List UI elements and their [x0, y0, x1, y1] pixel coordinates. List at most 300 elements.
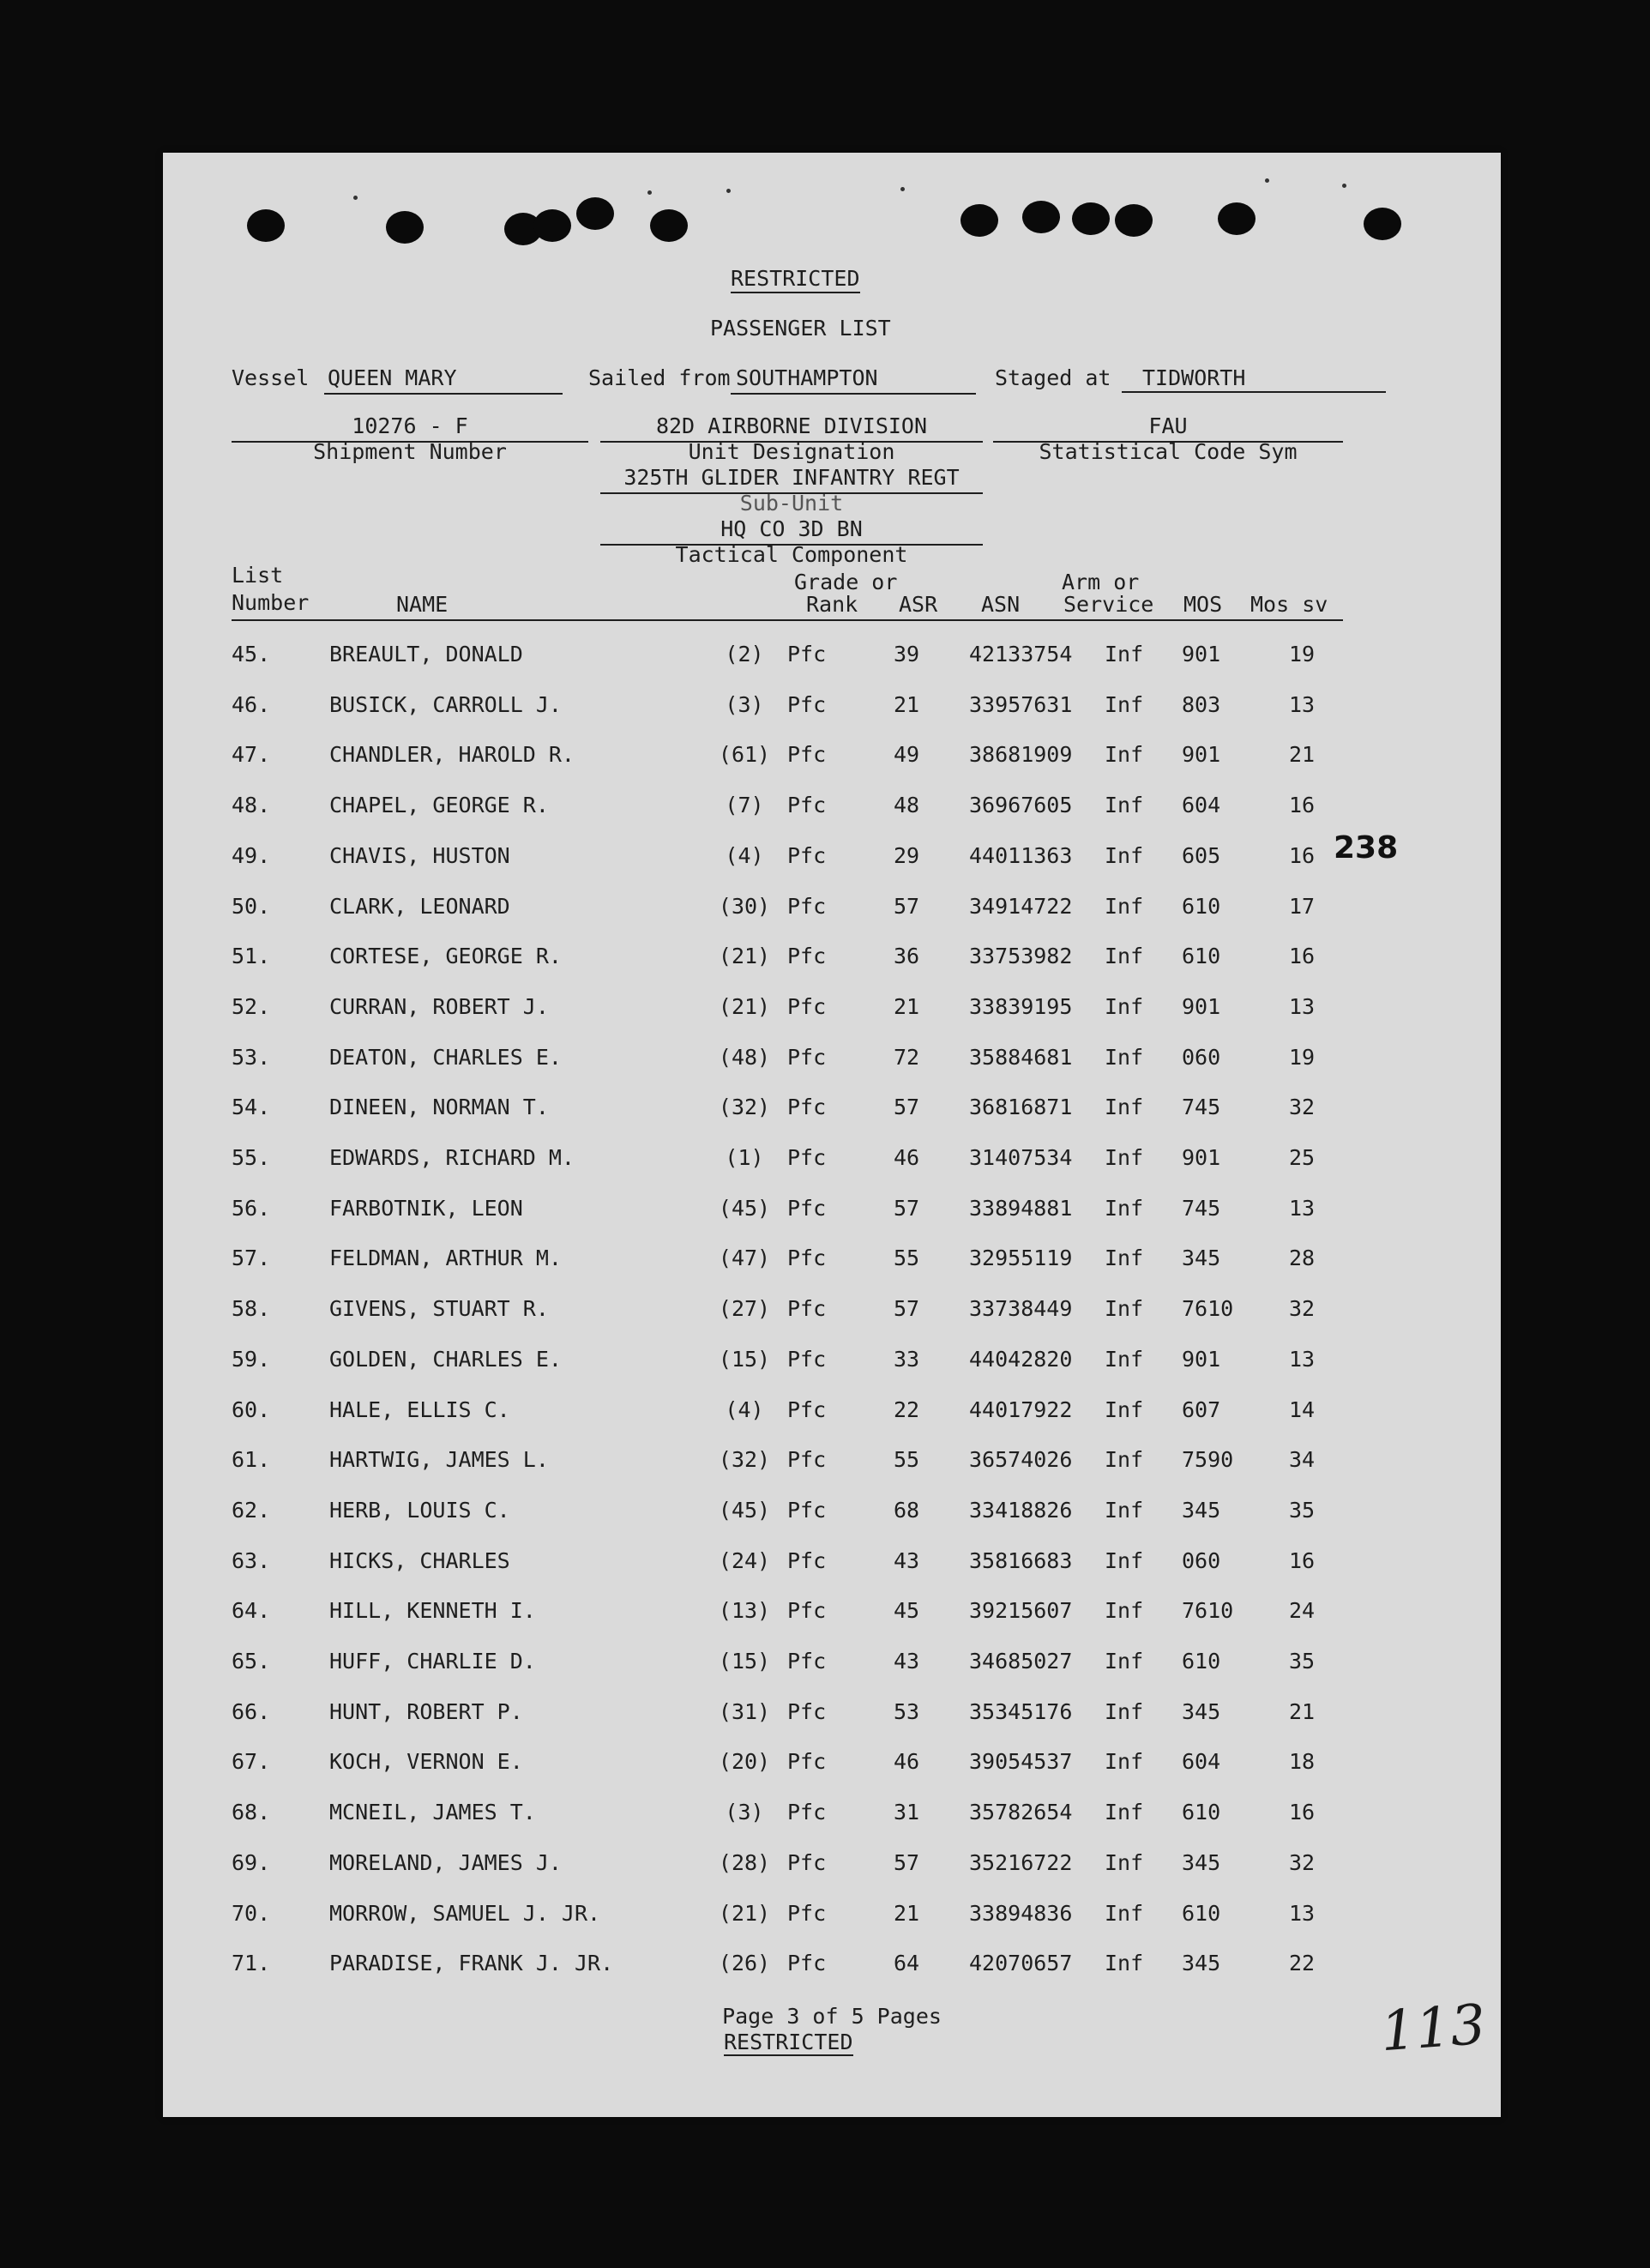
row-name: EDWARDS, RICHARD M. [329, 1145, 575, 1170]
battalion: HQ CO 3D BN [720, 516, 863, 541]
row-arm-service: Inf [1105, 842, 1144, 868]
row-grade-code: (30) [718, 893, 771, 919]
col-arm-1: Arm or [1062, 570, 1140, 594]
row-mos-sv: 17 [1288, 893, 1316, 919]
row-arm-service: Inf [1105, 893, 1144, 919]
row-number: 68. [232, 1800, 271, 1825]
row-asn: 36967605 [969, 793, 1073, 818]
row-number: 58. [232, 1296, 271, 1322]
row-name: HARTWIG, JAMES L. [329, 1447, 549, 1473]
table-row [163, 1091, 1501, 1125]
row-arm-service: Inf [1105, 1547, 1144, 1573]
row-mos: 345 [1182, 1246, 1221, 1271]
page-title: PASSENGER LIST [710, 316, 891, 341]
row-asr: 46 [893, 1749, 920, 1775]
row-mos: 345 [1182, 1497, 1221, 1523]
row-mos: 345 [1182, 1698, 1221, 1724]
table-row [163, 1696, 1501, 1730]
row-mos: 604 [1182, 1749, 1221, 1775]
row-mos-sv: 21 [1288, 742, 1316, 768]
col-mos-sv: Mos sv [1250, 592, 1328, 617]
table-row [163, 1192, 1501, 1227]
row-asr: 68 [893, 1497, 920, 1523]
punch-hole [1364, 208, 1401, 240]
row-asr: 21 [893, 691, 920, 717]
row-name: MCNEIL, JAMES T. [329, 1800, 536, 1825]
row-mos-sv: 25 [1288, 1145, 1316, 1170]
row-asr: 57 [893, 1095, 920, 1120]
row-asn: 39054537 [969, 1749, 1073, 1775]
row-rank: Pfc [787, 1649, 827, 1674]
row-rank: Pfc [787, 1800, 827, 1825]
row-asr: 33 [893, 1346, 920, 1372]
row-asr: 31 [893, 1800, 920, 1825]
row-rank: Pfc [787, 642, 827, 667]
row-arm-service: Inf [1105, 1246, 1144, 1271]
row-rank: Pfc [787, 1547, 827, 1573]
code-value: FAU [1148, 413, 1188, 438]
col-list-2: Number [232, 590, 310, 615]
row-mos-sv: 13 [1288, 1195, 1316, 1221]
row-rank: Pfc [787, 1246, 827, 1271]
row-name: HUFF, CHARLIE D. [329, 1649, 536, 1674]
row-mos: 901 [1182, 993, 1221, 1019]
row-asn: 35345176 [969, 1698, 1073, 1724]
row-asn: 35884681 [969, 1044, 1073, 1070]
table-row [163, 1343, 1501, 1378]
row-rank: Pfc [787, 1145, 827, 1170]
row-grade-code: (61) [718, 742, 771, 768]
table-row [163, 789, 1501, 823]
row-mos: 7610 [1182, 1296, 1234, 1322]
punch-hole [386, 211, 424, 244]
row-asn: 33753982 [969, 944, 1073, 969]
row-number: 48. [232, 793, 271, 818]
row-arm-service: Inf [1105, 1749, 1144, 1775]
row-arm-service: Inf [1105, 642, 1144, 667]
handwritten-page-number: 113 [1378, 1993, 1488, 2065]
row-name: HERB, LOUIS C. [329, 1497, 510, 1523]
row-number: 53. [232, 1044, 271, 1070]
row-number: 52. [232, 993, 271, 1019]
row-asr: 72 [893, 1044, 920, 1070]
pin-dot [1342, 184, 1346, 188]
row-arm-service: Inf [1105, 1951, 1144, 1976]
row-name: PARADISE, FRANK J. JR. [329, 1951, 614, 1976]
table-row [163, 1494, 1501, 1529]
row-rank: Pfc [787, 1346, 827, 1372]
row-grade-code: (3) [725, 691, 764, 717]
table-row [163, 1897, 1501, 1932]
row-arm-service: Inf [1105, 993, 1144, 1019]
staged-underline [1122, 391, 1386, 393]
row-grade-code: (48) [718, 1044, 771, 1070]
row-rank: Pfc [787, 1296, 827, 1322]
row-asr: 22 [893, 1396, 920, 1422]
row-number: 56. [232, 1195, 271, 1221]
row-asr: 57 [893, 1195, 920, 1221]
row-asn: 44017922 [969, 1396, 1073, 1422]
punch-hole [1072, 202, 1110, 235]
pin-dot [1265, 178, 1269, 183]
sub-unit-label: Sub-Unit [739, 491, 844, 516]
row-asn: 39215607 [969, 1598, 1073, 1624]
row-number: 45. [232, 642, 271, 667]
punch-hole [650, 209, 688, 242]
row-arm-service: Inf [1105, 1649, 1144, 1674]
row-number: 63. [232, 1547, 271, 1573]
row-name: BREAULT, DONALD [329, 642, 523, 667]
col-mos: MOS [1183, 592, 1223, 617]
row-name: HICKS, CHARLES [329, 1547, 510, 1573]
row-mos: 901 [1182, 1145, 1221, 1170]
row-grade-code: (21) [718, 944, 771, 969]
row-mos: 7610 [1182, 1598, 1234, 1624]
pin-dot [726, 189, 731, 193]
row-grade-code: (31) [718, 1698, 771, 1724]
row-grade-code: (27) [718, 1296, 771, 1322]
vessel-label: Vessel [232, 365, 310, 390]
table-row [163, 890, 1501, 925]
col-name: NAME [396, 592, 449, 617]
pin-dot [353, 196, 358, 200]
code-label: Statistical Code Sym [1039, 439, 1298, 464]
staged-value: TIDWORTH [1142, 365, 1246, 390]
row-name: DINEEN, NORMAN T. [329, 1095, 549, 1120]
row-asn: 35816683 [969, 1547, 1073, 1573]
row-asr: 43 [893, 1547, 920, 1573]
row-asn: 33957631 [969, 691, 1073, 717]
row-mos: 345 [1182, 1951, 1221, 1976]
row-number: 59. [232, 1346, 271, 1372]
row-grade-code: (32) [718, 1447, 771, 1473]
table-row [163, 940, 1501, 974]
row-mos-sv: 13 [1288, 691, 1316, 717]
row-arm-service: Inf [1105, 1900, 1144, 1926]
row-asn: 42133754 [969, 642, 1073, 667]
row-asr: 64 [893, 1951, 920, 1976]
row-number: 46. [232, 691, 271, 717]
row-rank: Pfc [787, 1900, 827, 1926]
row-mos: 901 [1182, 642, 1221, 667]
row-arm-service: Inf [1105, 793, 1144, 818]
unit-value: 82D AIRBORNE DIVISION [655, 413, 928, 438]
row-arm-service: Inf [1105, 742, 1144, 768]
sailed-underline [731, 393, 976, 395]
table-row [163, 1746, 1501, 1780]
pin-dot [647, 190, 652, 195]
row-asr: 48 [893, 793, 920, 818]
row-arm-service: Inf [1105, 1296, 1144, 1322]
row-grade-code: (1) [725, 1145, 764, 1170]
table-row [163, 1595, 1501, 1629]
row-asn: 44042820 [969, 1346, 1073, 1372]
row-grade-code: (20) [718, 1749, 771, 1775]
row-asr: 55 [893, 1246, 920, 1271]
row-mos-sv: 13 [1288, 1346, 1316, 1372]
row-asr: 36 [893, 944, 920, 969]
row-asn: 33418826 [969, 1497, 1073, 1523]
col-asn: ASN [981, 592, 1021, 617]
punch-hole [533, 209, 571, 242]
row-name: CURRAN, ROBERT J. [329, 993, 549, 1019]
table-row [163, 1293, 1501, 1327]
row-name: CLARK, LEONARD [329, 893, 510, 919]
header-rule [232, 619, 1343, 621]
row-asn: 34685027 [969, 1649, 1073, 1674]
row-asn: 33839195 [969, 993, 1073, 1019]
row-asr: 53 [893, 1698, 920, 1724]
row-asr: 57 [893, 1296, 920, 1322]
row-name: MORROW, SAMUEL J. JR. [329, 1900, 601, 1926]
row-asr: 46 [893, 1145, 920, 1170]
row-mos: 610 [1182, 1800, 1221, 1825]
row-arm-service: Inf [1105, 944, 1144, 969]
shipment-label: Shipment Number [313, 439, 507, 464]
row-mos-sv: 18 [1288, 1749, 1316, 1775]
row-mos-sv: 35 [1288, 1649, 1316, 1674]
row-mos-sv: 34 [1288, 1447, 1316, 1473]
row-mos-sv: 19 [1288, 1044, 1316, 1070]
row-asn: 35216722 [969, 1849, 1073, 1875]
row-number: 55. [232, 1145, 271, 1170]
row-number: 65. [232, 1649, 271, 1674]
row-number: 64. [232, 1598, 271, 1624]
row-mos: 745 [1182, 1195, 1221, 1221]
row-grade-code: (15) [718, 1346, 771, 1372]
row-asn: 33894881 [969, 1195, 1073, 1221]
row-number: 71. [232, 1951, 271, 1976]
row-mos-sv: 13 [1288, 993, 1316, 1019]
row-grade-code: (21) [718, 1900, 771, 1926]
row-mos-sv: 22 [1288, 1951, 1316, 1976]
row-arm-service: Inf [1105, 1095, 1144, 1120]
row-number: 60. [232, 1396, 271, 1422]
row-mos: 610 [1182, 1649, 1221, 1674]
row-rank: Pfc [787, 1698, 827, 1724]
row-asn: 35782654 [969, 1800, 1073, 1825]
row-number: 70. [232, 1900, 271, 1926]
row-asn: 33894836 [969, 1900, 1073, 1926]
row-grade-code: (3) [725, 1800, 764, 1825]
row-number: 66. [232, 1698, 271, 1724]
row-mos-sv: 28 [1288, 1246, 1316, 1271]
row-name: KOCH, VERNON E. [329, 1749, 523, 1775]
punch-hole [1115, 204, 1153, 237]
row-name: FELDMAN, ARTHUR M. [329, 1246, 562, 1271]
row-asn: 34914722 [969, 893, 1073, 919]
row-arm-service: Inf [1105, 1698, 1144, 1724]
row-number: 50. [232, 893, 271, 919]
table-row [163, 1242, 1501, 1276]
row-mos: 604 [1182, 793, 1221, 818]
row-rank: Pfc [787, 1396, 827, 1422]
row-mos: 345 [1182, 1849, 1221, 1875]
table-row [163, 840, 1501, 874]
unit-label: Unit Designation [688, 439, 895, 464]
row-mos: 803 [1182, 691, 1221, 717]
row-rank: Pfc [787, 1951, 827, 1976]
row-mos-sv: 13 [1288, 1900, 1316, 1926]
row-mos-sv: 32 [1288, 1095, 1316, 1120]
row-asr: 57 [893, 893, 920, 919]
row-asr: 55 [893, 1447, 920, 1473]
row-asn: 44011363 [969, 842, 1073, 868]
row-mos: 607 [1182, 1396, 1221, 1422]
row-name: BUSICK, CARROLL J. [329, 691, 562, 717]
row-rank: Pfc [787, 1849, 827, 1875]
row-number: 51. [232, 944, 271, 969]
row-mos: 060 [1182, 1044, 1221, 1070]
row-number: 61. [232, 1447, 271, 1473]
row-arm-service: Inf [1105, 1044, 1144, 1070]
row-mos-sv: 32 [1288, 1849, 1316, 1875]
row-name: FARBOTNIK, LEON [329, 1195, 523, 1221]
row-mos-sv: 16 [1288, 944, 1316, 969]
row-rank: Pfc [787, 742, 827, 768]
row-arm-service: Inf [1105, 1800, 1144, 1825]
row-number: 69. [232, 1849, 271, 1875]
row-arm-service: Inf [1105, 691, 1144, 717]
row-grade-code: (32) [718, 1095, 771, 1120]
row-arm-service: Inf [1105, 1195, 1144, 1221]
row-number: 67. [232, 1749, 271, 1775]
row-mos: 610 [1182, 893, 1221, 919]
punch-hole [1022, 201, 1060, 233]
row-mos: 901 [1182, 742, 1221, 768]
row-asn: 36574026 [969, 1447, 1073, 1473]
row-arm-service: Inf [1105, 1396, 1144, 1422]
punch-hole [247, 209, 285, 242]
row-asr: 57 [893, 1849, 920, 1875]
row-grade-code: (4) [725, 1396, 764, 1422]
row-grade-code: (45) [718, 1497, 771, 1523]
row-asr: 43 [893, 1649, 920, 1674]
row-rank: Pfc [787, 1749, 827, 1775]
table-row [163, 1847, 1501, 1881]
sailed-label: Sailed from [588, 365, 731, 390]
punch-hole [960, 204, 998, 237]
row-name: GOLDEN, CHARLES E. [329, 1346, 562, 1372]
row-rank: Pfc [787, 842, 827, 868]
row-mos: 610 [1182, 1900, 1221, 1926]
table-row [163, 1947, 1501, 1981]
row-asr: 21 [893, 1900, 920, 1926]
row-rank: Pfc [787, 1598, 827, 1624]
regiment: 325TH GLIDER INFANTRY REGT [623, 465, 960, 490]
row-number: 57. [232, 1246, 271, 1271]
row-arm-service: Inf [1105, 1598, 1144, 1624]
row-asr: 21 [893, 993, 920, 1019]
row-mos: 060 [1182, 1547, 1221, 1573]
row-asr: 39 [893, 642, 920, 667]
row-number: 54. [232, 1095, 271, 1120]
row-asn: 31407534 [969, 1145, 1073, 1170]
row-name: MORELAND, JAMES J. [329, 1849, 562, 1875]
row-rank: Pfc [787, 893, 827, 919]
row-rank: Pfc [787, 691, 827, 717]
row-rank: Pfc [787, 1195, 827, 1221]
col-arm-2: Service [1063, 592, 1154, 617]
row-mos-sv: 24 [1288, 1598, 1316, 1624]
row-name: CHAVIS, HUSTON [329, 842, 510, 868]
pin-dot [900, 187, 905, 191]
row-name: CHAPEL, GEORGE R. [329, 793, 549, 818]
row-arm-service: Inf [1105, 1447, 1144, 1473]
restricted-top: RESTRICTED [731, 266, 860, 293]
row-name: CORTESE, GEORGE R. [329, 944, 562, 969]
vessel-value: QUEEN MARY [328, 365, 457, 390]
vessel-underline [324, 393, 563, 395]
row-mos: 745 [1182, 1095, 1221, 1120]
row-asn: 38681909 [969, 742, 1073, 768]
table-row [163, 1545, 1501, 1579]
table-row [163, 739, 1501, 773]
row-mos-sv: 32 [1288, 1296, 1316, 1322]
row-rank: Pfc [787, 1497, 827, 1523]
row-mos-sv: 19 [1288, 642, 1316, 667]
row-rank: Pfc [787, 944, 827, 969]
row-name: GIVENS, STUART R. [329, 1296, 549, 1322]
table-row [163, 1041, 1501, 1076]
punch-hole [1218, 202, 1256, 235]
row-asn: 33738449 [969, 1296, 1073, 1322]
row-mos-sv: 21 [1288, 1698, 1316, 1724]
row-rank: Pfc [787, 1044, 827, 1070]
row-name: HALE, ELLIS C. [329, 1396, 510, 1422]
row-mos: 610 [1182, 944, 1221, 969]
row-name: CHANDLER, HAROLD R. [329, 742, 575, 768]
row-rank: Pfc [787, 1095, 827, 1120]
table-row [163, 1645, 1501, 1680]
page-indicator: Page 3 of 5 Pages [722, 2004, 942, 2029]
tactical-label: Tactical Component [675, 542, 908, 567]
row-grade-code: (47) [718, 1246, 771, 1271]
row-grade-code: (13) [718, 1598, 771, 1624]
table-row [163, 689, 1501, 723]
row-grade-code: (7) [725, 793, 764, 818]
row-name: HILL, KENNETH I. [329, 1598, 536, 1624]
row-mos-sv: 16 [1288, 1547, 1316, 1573]
sailed-value: SOUTHAMPTON [736, 365, 878, 390]
row-asr: 45 [893, 1598, 920, 1624]
row-arm-service: Inf [1105, 1346, 1144, 1372]
row-mos-sv: 16 [1288, 1800, 1316, 1825]
row-grade-code: (21) [718, 993, 771, 1019]
row-rank: Pfc [787, 793, 827, 818]
row-arm-service: Inf [1105, 1497, 1144, 1523]
col-asr: ASR [899, 592, 938, 617]
row-number: 49. [232, 842, 271, 868]
row-grade-code: (24) [718, 1547, 771, 1573]
margin-stamp: 238 [1334, 830, 1399, 866]
row-rank: Pfc [787, 1447, 827, 1473]
row-grade-code: (2) [725, 642, 764, 667]
row-asn: 42070657 [969, 1951, 1073, 1976]
row-grade-code: (28) [718, 1849, 771, 1875]
row-mos-sv: 14 [1288, 1396, 1316, 1422]
row-arm-service: Inf [1105, 1145, 1144, 1170]
row-arm-service: Inf [1105, 1849, 1144, 1875]
table-row [163, 1796, 1501, 1831]
document-page [163, 153, 1501, 2117]
table-row [163, 1444, 1501, 1478]
row-number: 47. [232, 742, 271, 768]
row-name: HUNT, ROBERT P. [329, 1698, 523, 1724]
table-row [163, 1142, 1501, 1176]
row-grade-code: (15) [718, 1649, 771, 1674]
col-list-1: List [232, 563, 284, 588]
